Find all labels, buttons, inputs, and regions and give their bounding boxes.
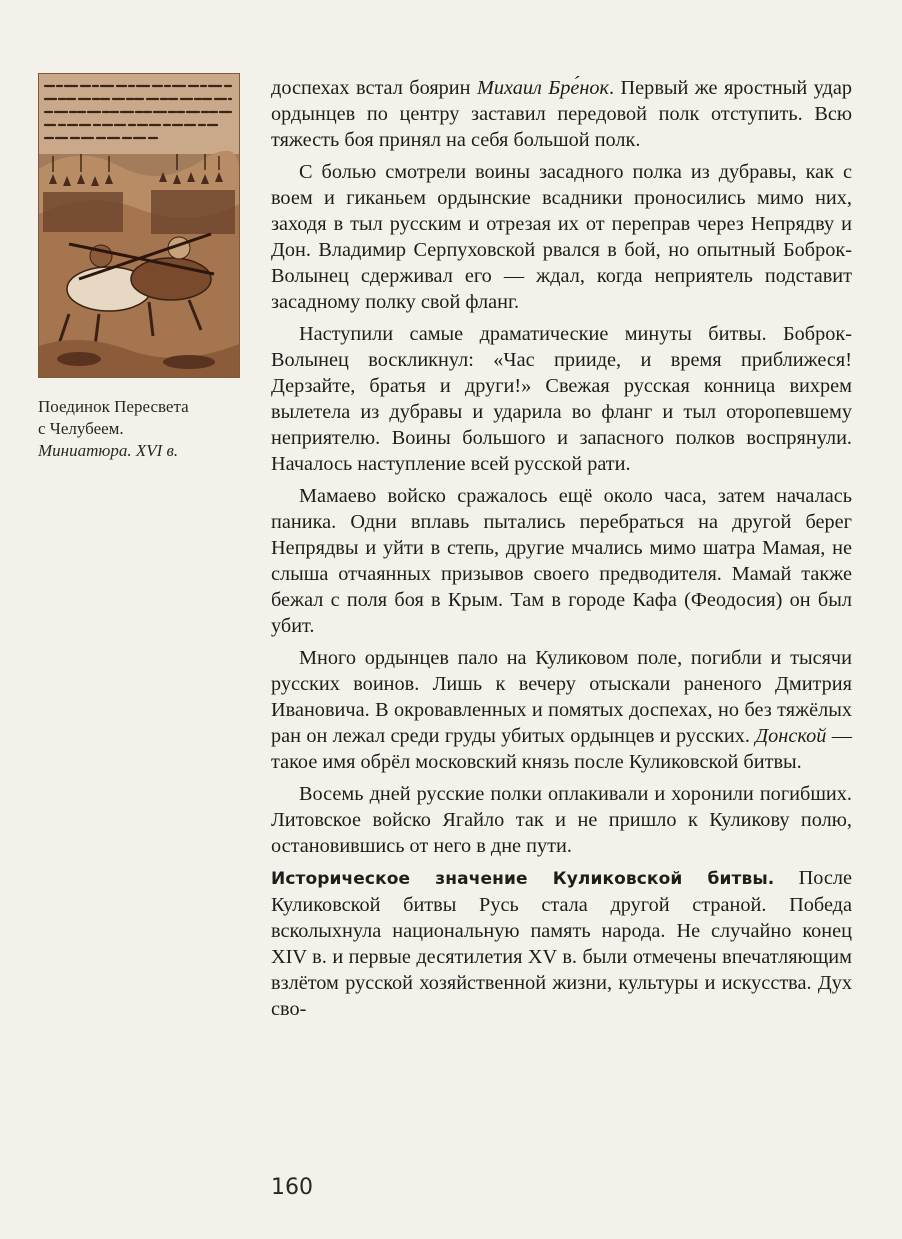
paragraph-7 — [271, 865, 852, 1022]
paragraph-4: Мамаево войско сражалось ещё около часа, затем началась паника. Одни вплавь пытались перебраться на другой берег Непрядвы и уйти в степь, другие мчались мимо шатра Мамая, не слыша отчаянных призывов своего предводителя. Мамай также бежал с поля боя в Крым. Там в городе Кафа (Феодосия) он был убит. — [271, 485, 852, 637]
text-run: После Куликовской битвы Русь стала другой страной. Победа всколыхнула национальную память народа. Не случайно конец XIV в. и первые десятилетия XV в. были отмечены впечатляющим взлётом русской хозяйственной жизни, культуры и искусства. Дух сво- — [271, 867, 852, 1020]
caption-line: с Челубеем. — [38, 419, 124, 438]
text-run: . Первый же яростный удар ордынцев по центру заставил передовой полк отступить. Всю тяжесть боя принял на себя большой полк. — [271, 77, 852, 151]
italic-name: Михаил Бре́нок — [476, 77, 610, 99]
main-text-column — [271, 75, 852, 1028]
caption-line-italic: Миниатюра. XVI в. — [38, 441, 179, 460]
paragraph-5 — [271, 645, 852, 775]
caption-line: Поединок Пересвета — [38, 397, 189, 416]
paragraph-3: Наступили самые драматические минуты битвы. Боброк-Волынец воскликнул: «Час прииде, и время приближеся! Дерзайте, братья и други!» Свежая русская конница вихрем вылетела из дубравы и ударила во фланг и тыл оторопевшему неприятелю. Воины большого и запасного полков воспрянули. Началось наступление всей русской рати. — [271, 323, 852, 475]
miniature-illustration — [38, 73, 240, 378]
paragraph-2: С болью смотрели воины засадного полка из дубравы, как с воем и гиканьем ордынские всадники проносились мимо них, заходя в тыл русским и отрезая их от переправ через Непрядву и Дон. Владимир Серпуховской рвался в бой, но опытный Боброк-Волынец сдерживал его — ждал, когда неприятель подставит засадному полку свой фланг. — [271, 161, 852, 313]
page-number: 160 — [271, 1175, 313, 1200]
italic-name: Донской — [755, 725, 827, 747]
text-run: Много ордынцев пало на Куликовом поле, погибли и тысячи русских воинов. Лишь к вечеру отыскали раненого Дмитрия Ивановича. В окровавленных и помятых доспехах, но без тяжёлых ран он лежал среди груды убитых ордынцев и русских. — [271, 647, 852, 747]
paragraph-1 — [271, 75, 852, 153]
text-run: — такое имя обрёл московский князь после Куликовской битвы. — [271, 725, 852, 773]
figure-caption — [38, 396, 258, 462]
battle-miniature-image — [39, 74, 239, 377]
section-heading: Историческое значение Куликовской битвы. — [271, 869, 775, 889]
text-run: доспехах встал боярин — [271, 77, 477, 99]
paragraph-6: Восемь дней русские полки оплакивали и хоронили погибших. Литовское войско Ягайло так и не пришло к Куликову полю, остановившись от него в дне пути. — [271, 783, 852, 857]
